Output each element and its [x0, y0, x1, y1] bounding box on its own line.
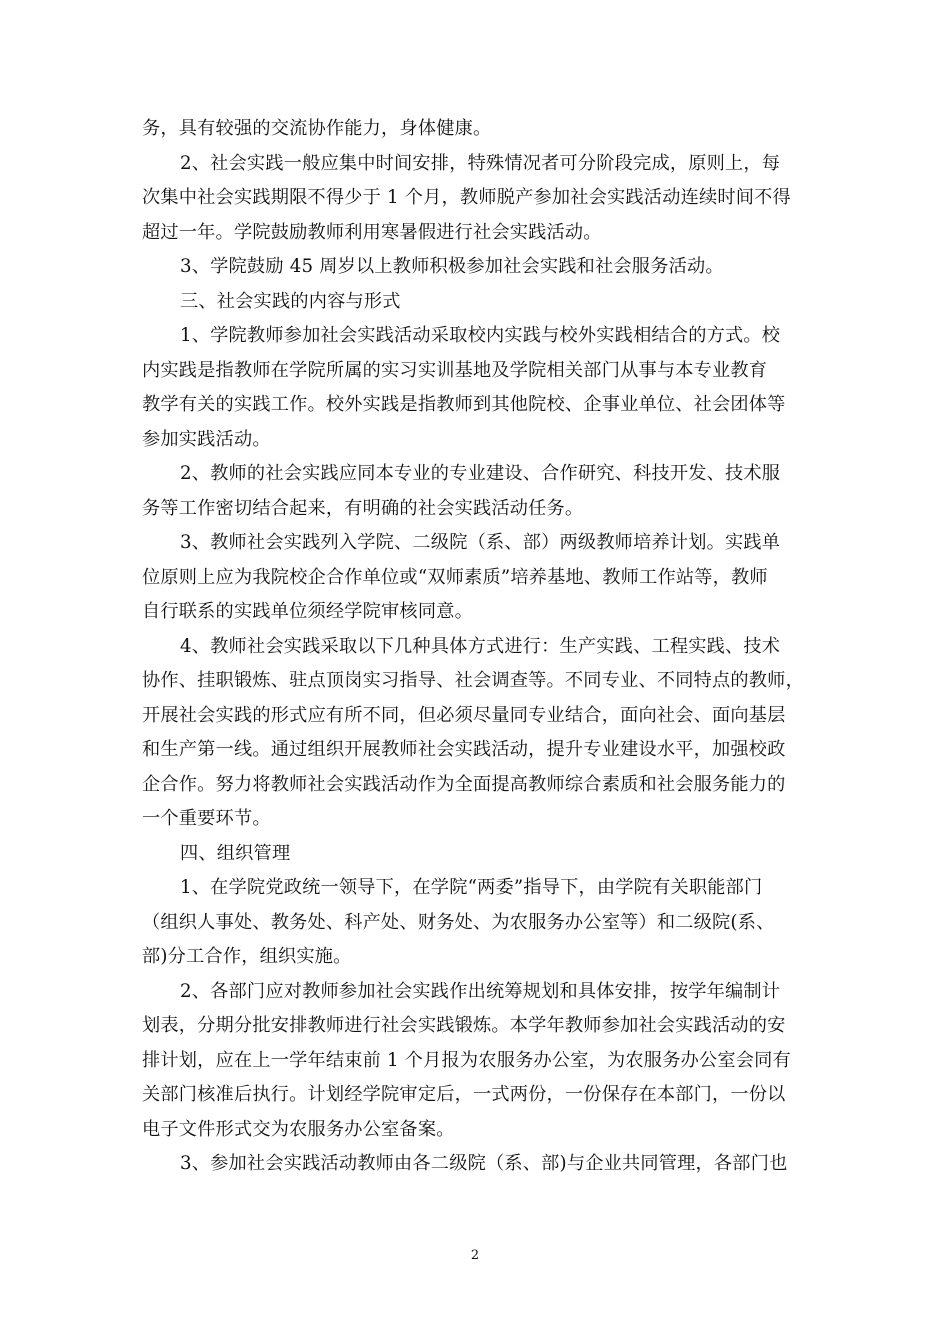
- text-line: 1、在学院党政统一领导下，在学院“两委”指导下，由学院有关职能部门: [180, 877, 763, 898]
- text-line: 务等工作密切结合起来，有明确的社会实践活动任务。: [142, 497, 584, 519]
- text-line: 3、教师社会实践列入学院、二级院（系、部）两级教师培养计划。实践单: [180, 532, 781, 553]
- text-line: 超过一年。学院鼓励教师利用寒暑假进行社会实践活动。: [142, 221, 602, 243]
- text-line: 电子文件形式交为农服务办公室备案。: [142, 1118, 455, 1140]
- text-line: 一个重要环节。: [142, 808, 271, 829]
- text-line: 4、教师社会实践采取以下几种具体方式进行：生产实践、工程实践、技术: [180, 635, 781, 657]
- text-line: 排计划，应在上一学年结束前 1 个月报为农服务办公室，为农服务办公室会同有: [142, 1049, 791, 1071]
- text-line: 协作、挂职锻炼、驻点顶岗实习指导、社会调查等。不同专业、不同特点的教师，: [142, 670, 804, 691]
- text-line: 位原则上应为我院校企合作单位或“双师素质”培养基地、教师工作站等，教师: [142, 566, 768, 588]
- text-line: 教学有关的实践工作。校外实践是指教师到其他院校、企事业单位、社会团体等: [142, 394, 786, 415]
- text-line: 2、各部门应对教师参加社会实践作出统筹规划和具体安排，按学年编制计: [180, 980, 781, 1002]
- text-line: 参加实践活动。: [142, 428, 271, 450]
- page-number: 2: [470, 1248, 480, 1263]
- text-line: 次集中社会实践期限不得少于 1 个月，教师脱产参加社会实践活动连续时间不得: [142, 187, 791, 208]
- text-line: 划表，分期分批安排教师进行社会实践锻炼。本学年教师参加社会实践活动的安: [142, 1015, 786, 1036]
- text-line: （组织人事处、教务处、科产处、财务处、为农服务办公室等）和二级院(系、: [142, 911, 775, 933]
- section-heading: 四、组织管理: [180, 842, 291, 864]
- text-line: 3、参加社会实践活动教师由各二级院（系、部)与企业共同管理，各部门也: [180, 1153, 788, 1174]
- text-line: 开展社会实践的形式应有所不同，但必须尽量同专业结合，面向社会、面向基层: [142, 704, 786, 726]
- text-line: 部)分工合作，组织实施。: [142, 946, 352, 967]
- text-line: 2、社会实践一般应集中时间安排，特殊情况者可分阶段完成，原则上，每: [180, 152, 781, 174]
- text-line: 自行联系的实践单位须经学院审核同意。: [142, 601, 473, 622]
- text-line: 和生产第一线。通过组织开展教师社会实践活动，提升专业建设水平，加强校政: [142, 739, 786, 760]
- document-body: [142, 112, 808, 1182]
- text-line: 企合作。努力将教师社会实践活动作为全面提高教师综合素质和社会服务能力的: [142, 773, 786, 795]
- section-heading: 三、社会实践的内容与形式: [180, 290, 401, 312]
- text-line: 务，具有较强的交流协作能力，身体健康。: [142, 118, 492, 139]
- text-line: 关部门核准后执行。计划经学院审定后，一式两份，一份保存在本部门，一份以: [142, 1084, 786, 1105]
- text-line: 2、教师的社会实践应同本专业的专业建设、合作研究、科技开发、技术服: [180, 463, 781, 484]
- text-line: 1、学院教师参加社会实践活动采取校内实践与校外实践相结合的方式。校: [180, 325, 781, 346]
- text-line: 内实践是指教师在学院所属的实习实训基地及学院相关部门从事与本专业教育: [142, 359, 768, 381]
- text-line: 3、学院鼓励 45 周岁以上教师积极参加社会实践和社会服务活动。: [180, 256, 724, 277]
